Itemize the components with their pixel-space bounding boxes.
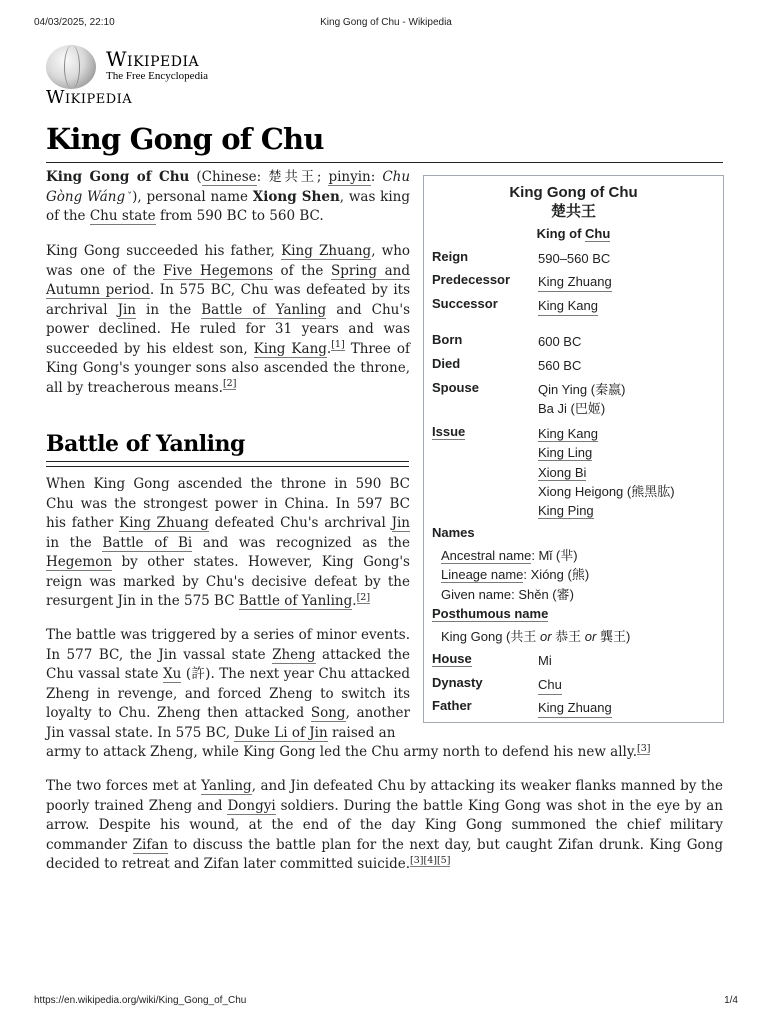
infobox-title-en: King Gong of Chu [509,184,638,201]
link-xiong-bi[interactable]: Xiong Bi [538,464,587,480]
para-text: raised an [327,724,396,741]
row-label: Successor [432,296,498,311]
para-text: , another Jin vassal state. In 575 BC, [46,705,410,741]
reference-2[interactable]: [2] [222,378,237,389]
link-yanling[interactable]: Yanling [201,778,252,794]
names-heading: Names [432,525,475,540]
intro-text: , personal name [137,188,253,205]
reference-2[interactable]: [2] [356,591,371,603]
row-label: Spouse [432,380,479,395]
para-text: Three of King Gong's younger sons also ascended the throne, all by treacherous means. [46,340,410,396]
issue-xiong-heigong: Xiong Heigong (熊黑肱) [538,483,675,499]
row-label: Born [432,332,463,347]
logo-wordmark-secondary: Wikipedia [46,87,133,108]
link-king-ling[interactable]: King Ling [538,445,593,461]
link-king-zhuang[interactable]: King Zhuang [281,243,372,259]
wikipedia-logo[interactable] [46,45,216,107]
link-jin[interactable]: Jin [391,515,410,531]
print-url: https://en.wikipedia.org/wiki/King_Gong_of_Chu [34,995,247,1006]
link-king-kang[interactable]: King Kang [253,340,327,357]
link-five-hegemons[interactable]: Five Hegemons [163,262,273,279]
posthumous-part: King Gong (共王 [441,629,540,644]
print-page-title: King Gong of Chu - Wikipedia [320,17,452,28]
references-3-4-5[interactable]: [3][4][5] [410,854,451,866]
link-jin[interactable]: Jin [117,301,136,318]
link-house[interactable]: House [432,651,472,666]
print-page-number: 1/4 [724,995,738,1006]
chinese-name: 楚共王 [268,169,317,185]
title-divider [46,162,723,163]
wikipedia-globe-icon [46,45,96,89]
section-heading: Battle of Yanling [46,431,245,457]
para-text: (許). The next year Chu attacked Zheng in revenge, and forced Zheng to switch its loyalty to Chu. Zheng then attacked [46,666,411,721]
page-title: King Gong of Chu [46,122,324,156]
infobox-title-zh: 楚共王 [550,203,596,220]
link-king-kang[interactable]: King Kang [538,296,598,316]
row-value: 600 BC [538,334,582,349]
posthumous-part: 龔王) [596,629,631,644]
reference-3[interactable]: [3] [636,742,651,754]
spouse-ba-ji: Ba Ji (巴姬) [538,401,606,417]
infobox [423,175,724,723]
ancestral-name [441,545,578,564]
link-song[interactable]: Song [310,705,346,721]
link-pinyin[interactable]: pinyin [328,169,371,185]
logo-tagline: The Free Encyclopedia [106,70,209,82]
para-text: The two forces met at [46,778,202,794]
pinyin-name: Chu Gòng Wáng [46,169,411,205]
para-text: The battle was triggered by a series of minor events. In 577 BC, the Jin vassal state [46,627,410,663]
para-text: King Gong succeeded his father, [46,243,282,259]
print-datetime: 04/03/2025, 22:10 [34,17,115,28]
link-zifan[interactable]: Zifan [132,836,169,853]
para-text: and was recognized as the [192,534,410,551]
link-battle-of-yanling[interactable]: Battle of Yanling [201,301,327,318]
link-chu-dynasty[interactable]: Chu [538,675,562,695]
ascension-paragraph: When King Gong ascended the throne in 590 BC Chu was the strongest power in China. In 597 BC his father King Zhuang defeated Chu's archrival Jin in the Battle of Bi and was recognized as the Hegemon by other states. However, King Gong's reign was marked by Chu's decisive defeat by the resurgent Jin in the 575 BC Battle of Yanling.[2] [46,476,410,609]
link-zheng[interactable]: Zheng [272,646,316,663]
ancestral-value: : Mǐ (芈) [531,548,578,563]
link-lineage-name[interactable]: Lineage name [441,567,524,582]
row-label: Dynasty [432,675,483,690]
para-text: and Chu's power declined. He ruled for 31 years and was succeeded by his eldest son, [46,301,410,357]
personal-name: Xiong Shen [252,188,340,205]
link-king-ping[interactable]: King Ping [538,503,594,519]
link-king-zhuang[interactable]: King Zhuang [538,698,612,718]
print-footer [34,995,738,1009]
row-label: Died [432,356,461,371]
para-text: of the [272,262,331,279]
link-king-zhuang[interactable]: King Zhuang [119,515,209,531]
para-text: When King Gong ascended the throne in 590 BC Chu was the strongest power in China. In 597 BC his father [46,476,410,531]
posthumous-heading [432,606,548,621]
row-value [538,380,625,419]
posthumous-part: 恭王 [551,629,585,644]
para-text: to discuss the battle plan for the next day, but caught Zifan drunk. King Gong decided to retreat and Zifan later committed suicide. [46,836,723,872]
section-divider [46,461,409,462]
para-text: by other states. However, King Gong's reign was marked by Chu's decisive defeat by the resurgent Jin in the 575 BC [46,554,410,609]
intro-text: from 590 BC to 560 BC. [155,208,324,224]
para-text: , and Jin defeated Chu by attacking its weaker flanks manned by the poorly trained Zheng and [46,778,723,814]
para-text: army to attack Zheng, while King Gong led the Chu army north to defend his new ally. [46,744,637,760]
row-value [538,424,675,520]
para-text: in the [136,301,202,318]
row-value: 560 BC [538,358,582,373]
para-text: defeated Chu's archrival [208,515,392,531]
row-value: Mi [538,653,552,668]
posthumous-value [441,626,630,645]
link-posthumous-name[interactable]: Posthumous name [432,606,549,621]
battle-outcome-paragraph [46,777,723,875]
para-text: . In 575 BC, Chu was defeated by its archrival [46,282,410,318]
link-xu[interactable]: Xu [163,666,182,682]
link-ancestral-name[interactable]: Ancestral name [441,548,532,563]
link-battle-of-yanling[interactable]: Battle of Yanling [238,593,353,609]
link-spring-autumn[interactable]: Spring and Autumn period [46,262,410,298]
link-battle-of-bi[interactable]: Battle of Bi [102,534,193,551]
infobox-subheader [424,226,723,241]
link-issue[interactable]: Issue [432,424,466,439]
link-king-kang[interactable]: King Kang [538,426,598,441]
link-dongyi[interactable]: Dongyi [227,797,276,814]
link-king-zhuang[interactable]: King Zhuang [538,272,612,292]
section-divider [46,466,409,467]
logo-wordmark: Wikipedia [106,47,200,71]
para-text: soldiers. During the battle King Gong was shot in the eye by an arrow. Despite his wound, at the end of the day King Gong summoned the chief military commander [46,797,723,853]
posthumous-or: or [584,629,597,644]
row-label: Reign [432,249,469,264]
succession-paragraph: King Gong succeeded his father, King Zhuang, who was one of the Five Hegemons of the Spring and Autumn period. In 575 BC, Chu was defeated by its archrival Jin in the Battle of Yanling and Chu's power declined. He ruled for 31 years and was succeeded by his eldest son, King Kang.[1] Three of King Gong's younger sons also ascended the throne, all by treacherous means.[2] [46,243,411,396]
link-hegemon[interactable]: Hegemon [46,554,113,570]
link-chu-state[interactable]: Chu state [89,208,156,224]
subheader-prefix: King of [536,226,586,241]
row-value: 590–560 BC [538,251,611,266]
link-chu[interactable]: Chu [585,226,611,241]
intro-paragraph: King Gong of Chu (Chinese: 楚共王; pinyin: Chu Gòng Wáng ˇ), personal name Xiong Shen, was king of the Chu state from 590 BC to 560 BC. [46,169,411,224]
link-duke-li-of-jin[interactable]: Duke Li of Jin [234,724,328,741]
lineage-value: : Xióng (熊) [523,567,590,582]
battle-cause-paragraph [46,626,410,743]
para-text: attacked the Chu vassal state [46,646,410,682]
lineage-name [441,564,589,583]
link-chinese[interactable]: Chinese [201,169,257,185]
row-label: Predecessor [432,272,511,287]
reference-1[interactable]: [1] [331,339,345,350]
spouse-qin-ying: Qin Ying (秦嬴) [538,382,626,397]
article-subject: King Gong of Chu [46,169,190,185]
caron-icon: ˇ [127,191,133,203]
para-text: in the [46,534,103,551]
para-text: , who was one of the [46,243,411,279]
posthumous-or: or [540,629,552,644]
battle-cause-paragraph-end [46,743,723,763]
intro-text: , was king of the [46,188,410,224]
infobox-title [424,183,723,221]
print-header [34,17,738,31]
given-name: Given name: Shěn (審) [441,587,574,602]
row-label: Father [432,698,472,713]
